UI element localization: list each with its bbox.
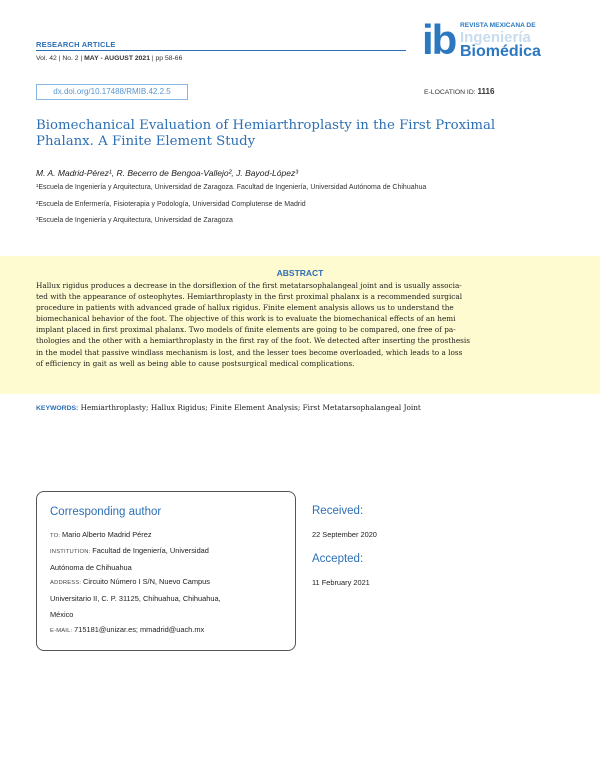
logo-biomedica: Biomédica bbox=[460, 43, 541, 60]
journal-logo bbox=[422, 16, 572, 64]
abstract-line: implant placed in first proximal phalanx. Two models of finite elements are going to be compared, one free of pa- bbox=[36, 325, 456, 335]
keywords bbox=[36, 403, 421, 412]
corr-inst-value-2: Autónoma de Chihuahua bbox=[50, 563, 132, 572]
e-location-value: 1116 bbox=[477, 87, 495, 96]
header-rule bbox=[36, 50, 406, 51]
keywords-label: KEYWORDS: bbox=[36, 405, 79, 412]
accepted-label: Accepted: bbox=[312, 553, 364, 565]
abstract-heading: ABSTRACT bbox=[276, 268, 324, 278]
corr-addr-value-2: Universitario II, C. P. 31125, Chihuahua, Chihuahua, bbox=[50, 594, 221, 603]
e-location-id bbox=[424, 87, 494, 96]
title-line-1: Biomechanical Evaluation of Hemiarthroplasty in the First Proximal bbox=[36, 118, 496, 133]
corr-addr-value-1: Circuito Número I S/N, Nuevo Campus bbox=[83, 577, 210, 586]
abstract-line: of efficiency in gait as well as being able to cause postsurgical medical complications. bbox=[36, 358, 355, 368]
affiliation-1: ¹Escuela de Ingeniería y Arquitectura, Universidad de Zaragoza. Facultad de Ingeniería, Universidad Autónoma de Chihuahua bbox=[36, 184, 427, 191]
abstract-line: biomechanical behavior of the foot. The objective of this work is to evaluate the biomechanical effects of an hemi bbox=[36, 314, 456, 324]
volume-prefix: Vol. 42 | No. 2 | bbox=[36, 55, 85, 62]
logo-ingenieria: Ingeniería bbox=[460, 29, 531, 46]
abstract-line: procedure in patients with advanced grade of hallux rigidus. Finite element analysis allows us to understand the bbox=[36, 303, 454, 313]
abstract-line: Hallux rigidus produces a decrease in the dorsiflexion of the first metatarsophalangeal joint and is usually associa- bbox=[36, 281, 462, 290]
accepted-date: 11 February 2021 bbox=[312, 578, 370, 587]
logo-ib: ib bbox=[422, 16, 456, 63]
authors: M. A. Madrid-Pérez¹, R. Becerro de Bengoa-Vallejo², J. Bayod-López³ bbox=[36, 168, 299, 178]
affiliation-2: ²Escuela de Enfermería, Fisioterapia y Podología, Universidad Complutense de Madrid bbox=[36, 201, 306, 208]
corr-to-value: Mario Alberto Madrid Pérez bbox=[61, 530, 152, 539]
abstract-line: ted with the appearance of osteophytes. Hemiarthroplasty in the first proximal phalanx is a recommended surgical bbox=[36, 292, 463, 302]
logo-subtitle: REVISTA MEXICANA DE bbox=[460, 22, 536, 29]
affiliation-3: ³Escuela de Ingeniería y Arquitectura, Universidad de Zaragoza bbox=[36, 217, 233, 224]
corresponding-author-heading: Corresponding author bbox=[50, 506, 162, 518]
abstract-line: in the model that passive windlass mechanism is lost, and the lesser toes become overloaded, which leads to a loss bbox=[36, 347, 463, 357]
corr-inst-label: INSTITUTION: bbox=[50, 549, 93, 555]
volume-pages: | pp 58-66 bbox=[149, 55, 183, 62]
title-line-2: Phalanx. A Finite Element Study bbox=[36, 134, 256, 149]
abstract-text bbox=[36, 280, 564, 369]
abstract-line: thologies and the other with a hemiarthroplasty in the first ray of the foot. We detected after inserting the prosthesis bbox=[36, 336, 470, 346]
doi-link[interactable]: dx.doi.org/10.17488/RMIB.42.2.5 bbox=[36, 84, 188, 100]
corr-email bbox=[50, 622, 285, 639]
corr-address bbox=[50, 574, 285, 623]
corr-to-label: TO: bbox=[50, 533, 62, 539]
keywords-text: Hemiarthroplasty; Hallux Rigidus; Finite Element Analysis; First Metatarsophalangeal Joint bbox=[78, 403, 421, 412]
corr-email-value[interactable]: 715181@unizar.es; mmadrid@uach.mx bbox=[74, 625, 205, 634]
corr-to bbox=[50, 527, 285, 544]
volume-period: MAY - AUGUST 2021 bbox=[84, 55, 150, 62]
paper-title bbox=[36, 118, 556, 150]
received-date: 22 September 2020 bbox=[312, 530, 377, 539]
corr-addr-label: ADDRESS: bbox=[50, 580, 84, 586]
received-label: Received: bbox=[312, 505, 364, 517]
corr-addr-value-3: México bbox=[50, 610, 74, 619]
volume-info bbox=[36, 55, 182, 62]
corr-institution bbox=[50, 543, 285, 576]
e-location-label: E-LOCATION ID: bbox=[424, 89, 478, 96]
corr-email-label: E-MAIL: bbox=[50, 628, 75, 634]
section-label: RESEARCH ARTICLE bbox=[36, 40, 116, 49]
corr-inst-value-1: Facultad de Ingeniería, Universidad bbox=[92, 546, 209, 555]
